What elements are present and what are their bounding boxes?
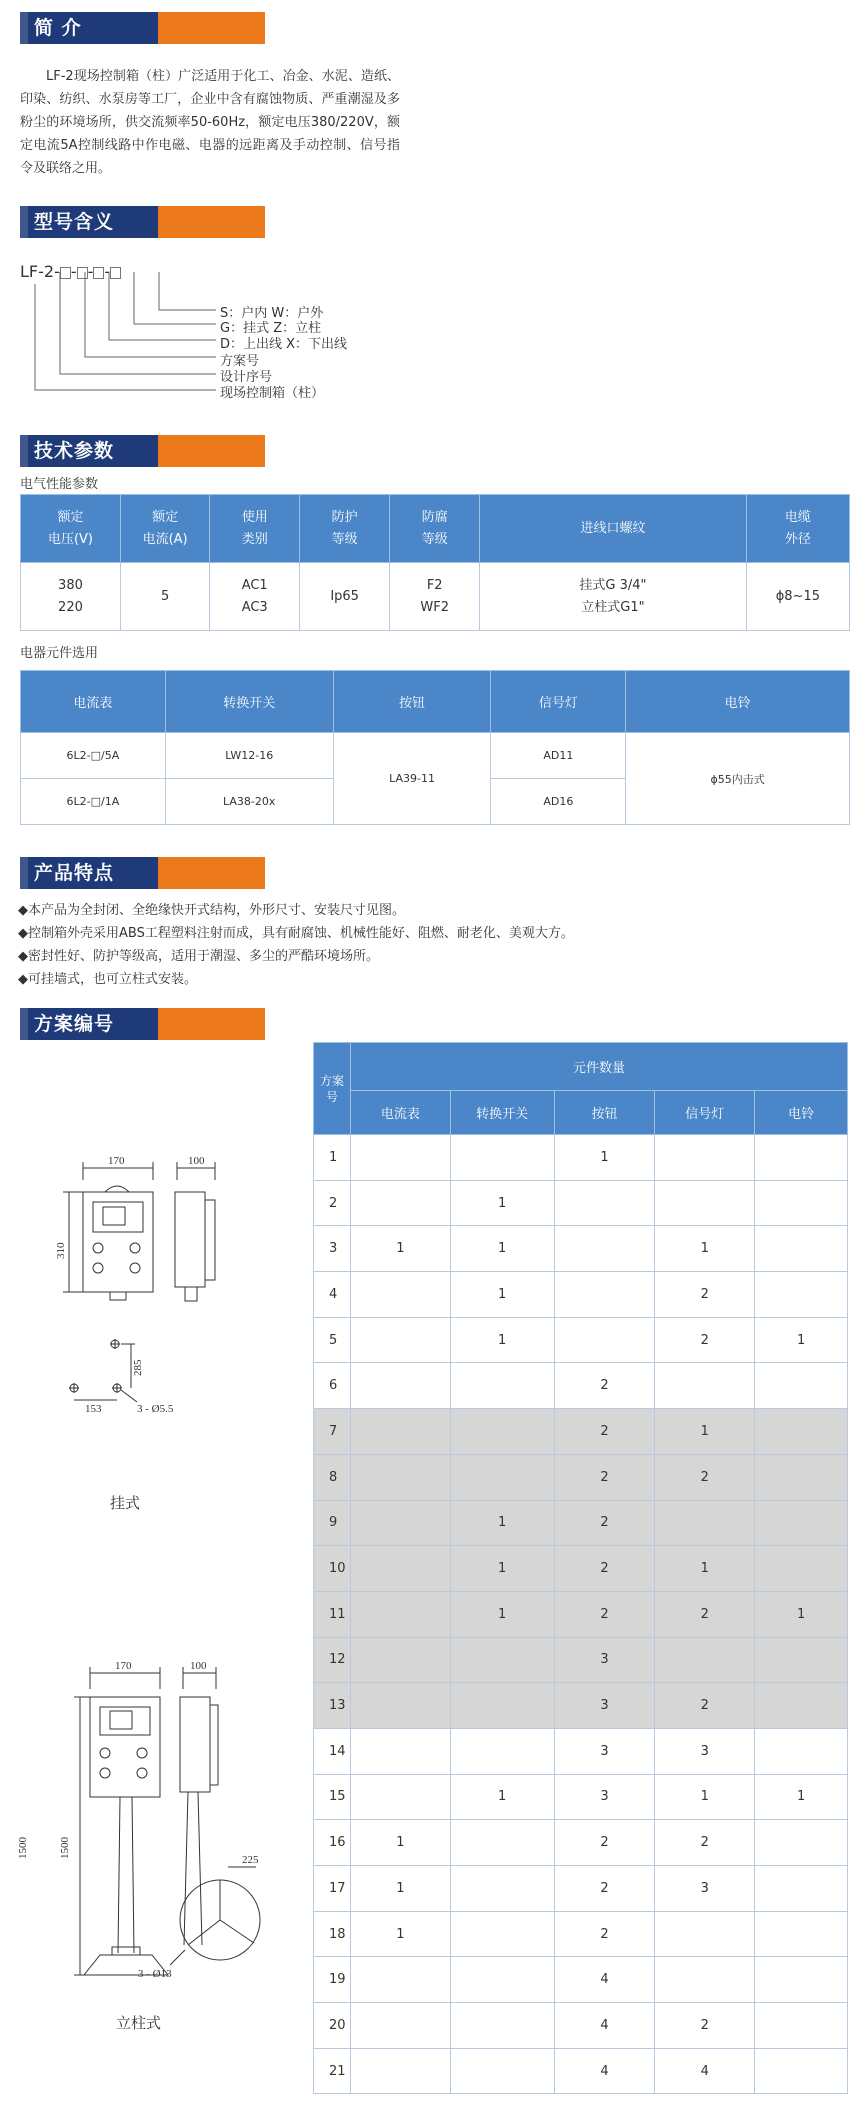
count-cell: 1: [450, 1272, 554, 1318]
count-cell: [450, 1728, 554, 1774]
plan-number-cell: 9: [314, 1500, 351, 1546]
cell-category: AC1 AC3: [210, 563, 300, 631]
count-cell: 4: [554, 1957, 655, 2003]
count-cell: [554, 1226, 655, 1272]
count-cell: [554, 1180, 655, 1226]
count-cell: 1: [350, 1820, 450, 1866]
count-cell: [450, 2003, 554, 2049]
count-cell: [450, 2048, 554, 2094]
intro-paragraph: LF-2现场控制箱（柱）广泛适用于化工、冶金、水泥、造纸、印染、纺织、水泵房等工厂，企业中含有腐蚀物质、严重潮湿及多粉尘的环境场所，供交流频率50-60Hz，额定电压380/220V，额定电流5A控制线路中作电磁、电器的远距离及手动控制、信号指令及联络之用。: [20, 69, 400, 176]
table-row: [314, 2048, 848, 2094]
count-cell: [755, 1546, 848, 1592]
header-button: 按钮: [554, 1091, 655, 1135]
count-cell: [350, 1500, 450, 1546]
count-cell: [755, 2003, 848, 2049]
plan-number-cell: 21: [314, 2048, 351, 2094]
header-bell: 电铃: [755, 1091, 848, 1135]
count-cell: 1: [350, 1866, 450, 1912]
header-switch: 转换开关: [165, 671, 333, 733]
count-cell: [350, 1637, 450, 1683]
count-cell: 1: [450, 1317, 554, 1363]
count-cell: 1: [655, 1409, 755, 1455]
table-row: [314, 1317, 848, 1363]
plan-number-cell: 1: [314, 1135, 351, 1181]
count-cell: [755, 1454, 848, 1500]
plan-number-cell: 11: [314, 1591, 351, 1637]
count-cell: [655, 1135, 755, 1181]
table-row: [314, 1774, 848, 1820]
count-cell: 1: [655, 1226, 755, 1272]
plan-number-cell: 6: [314, 1363, 351, 1409]
count-cell: 2: [554, 1820, 655, 1866]
count-cell: 1: [655, 1546, 755, 1592]
count-cell: [350, 1409, 450, 1455]
count-cell: 2: [554, 1363, 655, 1409]
wall-mount-caption: 挂式: [110, 1494, 141, 1512]
count-cell: 1: [450, 1500, 554, 1546]
table-row: [314, 1957, 848, 2003]
table-row: [314, 1728, 848, 1774]
count-cell: [450, 1409, 554, 1455]
electrical-subtitle: 电气性能参数: [20, 477, 99, 492]
count-cell: [755, 1409, 848, 1455]
count-cell: [350, 1454, 450, 1500]
header-lamp: 信号灯: [655, 1091, 755, 1135]
cell-switch: LA38-20x: [165, 779, 333, 825]
count-cell: 2: [554, 1546, 655, 1592]
count-cell: [450, 1363, 554, 1409]
table-row: [314, 1409, 848, 1455]
model-line-design: 设计序号: [220, 370, 273, 385]
count-cell: 3: [554, 1637, 655, 1683]
plan-number-cell: 10: [314, 1546, 351, 1592]
header-plan-no: 方案号: [314, 1043, 351, 1135]
count-cell: [655, 1911, 755, 1957]
table-row: [314, 1591, 848, 1637]
header-category: 使用 类别: [210, 495, 300, 563]
section-header-model: [20, 206, 265, 238]
count-cell: 1: [755, 1774, 848, 1820]
section-header-features: [20, 857, 265, 889]
count-cell: [350, 1135, 450, 1181]
count-cell: [350, 1272, 450, 1318]
count-cell: 2: [655, 1272, 755, 1318]
count-cell: 1: [450, 1180, 554, 1226]
count-cell: 1: [755, 1591, 848, 1637]
table-row: [314, 1363, 848, 1409]
count-cell: [755, 2048, 848, 2094]
dim-height-outer-label: 1500: [17, 1837, 29, 1859]
dim-height-label: 310: [55, 1242, 67, 1259]
count-cell: 2: [554, 1409, 655, 1455]
plan-number-cell: 16: [314, 1820, 351, 1866]
count-cell: [755, 1957, 848, 2003]
model-code: LF-2- - - -: [20, 262, 121, 281]
plan-number-cell: 12: [314, 1637, 351, 1683]
dim-radius-label: 225: [242, 1854, 259, 1866]
count-cell: 3: [554, 1683, 655, 1729]
count-cell: [655, 1500, 755, 1546]
count-cell: 1: [755, 1317, 848, 1363]
count-cell: [450, 1911, 554, 1957]
cell-protection: Ip65: [300, 563, 390, 631]
count-cell: [655, 1637, 755, 1683]
header-thread: 进线口螺纹: [480, 495, 746, 563]
dim-width-label: 170: [108, 1155, 125, 1167]
model-line-g: G：挂式 Z：立柱: [220, 321, 322, 336]
count-cell: [350, 1728, 450, 1774]
count-cell: [350, 1180, 450, 1226]
count-cell: 2: [554, 1866, 655, 1912]
count-cell: 3: [554, 1728, 655, 1774]
cell-lamp: AD16: [491, 779, 626, 825]
plan-number-cell: 20: [314, 2003, 351, 2049]
table-row: [314, 1180, 848, 1226]
feature-list: [18, 899, 574, 991]
model-code-diagram: [20, 262, 420, 412]
count-cell: [350, 2048, 450, 2094]
wall-mount-drawing: [55, 1150, 275, 1460]
header-protection: 防护 等级: [300, 495, 390, 563]
count-cell: [350, 1546, 450, 1592]
plan-number-cell: 3: [314, 1226, 351, 1272]
plan-number-cell: 15: [314, 1774, 351, 1820]
electrical-table: [20, 494, 850, 631]
count-cell: [755, 1180, 848, 1226]
count-cell: 2: [655, 1683, 755, 1729]
header-cable: 电缆 外径: [746, 495, 849, 563]
count-cell: [450, 1637, 554, 1683]
count-cell: [350, 1957, 450, 2003]
header-bell: 电铃: [626, 671, 850, 733]
dim-height-label: 1500: [59, 1837, 71, 1859]
count-cell: 2: [655, 1591, 755, 1637]
count-cell: [755, 1683, 848, 1729]
dim-holes-label: 3 - Ø5.5: [137, 1403, 174, 1415]
dim-depth-label: 100: [188, 1155, 205, 1167]
plan-number-cell: 2: [314, 1180, 351, 1226]
table-row: [314, 1820, 848, 1866]
table-row: [314, 1226, 848, 1272]
cell-current: 5: [120, 563, 209, 631]
count-cell: [655, 1957, 755, 2003]
count-cell: [350, 1591, 450, 1637]
count-cell: [755, 1363, 848, 1409]
count-cell: [350, 1774, 450, 1820]
cell-anticorrosion: F2 WF2: [390, 563, 480, 631]
header-current: 额定 电流(A): [120, 495, 209, 563]
dim-depth-label: 100: [190, 1660, 207, 1672]
section-header-tech: [20, 435, 265, 467]
count-cell: 1: [554, 1135, 655, 1181]
dim-width-label: 170: [115, 1660, 132, 1672]
plan-number-cell: 7: [314, 1409, 351, 1455]
count-cell: [350, 1683, 450, 1729]
plan-number-cell: 4: [314, 1272, 351, 1318]
count-cell: [755, 1500, 848, 1546]
feature-item: ◆本产品为全封闭、全绝缘快开式结构，外形尺寸、安装尺寸见图。: [18, 903, 405, 918]
header-anticorrosion: 防腐 等级: [390, 495, 480, 563]
dim-vertical-label: 285: [132, 1359, 144, 1376]
count-cell: 2: [554, 1454, 655, 1500]
table-row: [314, 1272, 848, 1318]
dim-holes-label: 3 - Ø13: [138, 1968, 172, 1980]
plan-number-cell: 17: [314, 1866, 351, 1912]
plan-number-cell: 14: [314, 1728, 351, 1774]
header-voltage: 额定 电压(V): [21, 495, 121, 563]
count-cell: [350, 1363, 450, 1409]
count-cell: 1: [450, 1226, 554, 1272]
plan-table-body: [314, 1135, 848, 2094]
count-cell: 4: [655, 2048, 755, 2094]
section-title: 方案编号: [34, 1013, 115, 1035]
table-row: [314, 1866, 848, 1912]
model-line-product: 现场控制箱（柱）: [220, 386, 325, 401]
cell-lamp: AD11: [491, 733, 626, 779]
cell-ammeter: 6L2-□/5A: [21, 733, 166, 779]
count-cell: [755, 1226, 848, 1272]
plan-number-cell: 13: [314, 1683, 351, 1729]
table-row: [314, 1135, 848, 1181]
count-cell: 2: [655, 1317, 755, 1363]
count-cell: [350, 1317, 450, 1363]
count-cell: 2: [655, 1820, 755, 1866]
model-line-s: S：户内 W：户外: [220, 306, 324, 321]
feature-item: ◆密封性好、防护等级高，适用于潮湿、多尘的严酷环境场所。: [18, 949, 379, 964]
count-cell: [450, 1866, 554, 1912]
model-line-d: D：上出线 X：下出线: [220, 337, 348, 352]
count-cell: [350, 2003, 450, 2049]
count-cell: 1: [350, 1226, 450, 1272]
table-row: [314, 1637, 848, 1683]
table-row: [314, 1500, 848, 1546]
count-cell: [755, 1272, 848, 1318]
section-title: 简 介: [34, 17, 82, 39]
count-cell: 2: [554, 1911, 655, 1957]
table-row: [314, 1911, 848, 1957]
plan-number-cell: 8: [314, 1454, 351, 1500]
count-cell: [755, 1637, 848, 1683]
count-cell: [655, 1180, 755, 1226]
header-component-count: 元件数量: [350, 1043, 847, 1091]
cell-thread: 挂式G 3/4" 立柱式G1": [480, 563, 746, 631]
plan-number-cell: 18: [314, 1911, 351, 1957]
count-cell: [655, 1363, 755, 1409]
section-title: 技术参数: [34, 440, 115, 462]
count-cell: 4: [554, 2003, 655, 2049]
table-row: [314, 1683, 848, 1729]
count-cell: [755, 1911, 848, 1957]
count-cell: 1: [655, 1774, 755, 1820]
header-ammeter: 电流表: [21, 671, 166, 733]
cell-button: LA39-11: [333, 733, 491, 825]
table-row: [314, 1546, 848, 1592]
count-cell: [755, 1820, 848, 1866]
count-cell: [755, 1866, 848, 1912]
count-cell: [554, 1317, 655, 1363]
section-title: 产品特点: [34, 862, 115, 884]
count-cell: 2: [554, 1500, 655, 1546]
count-cell: [755, 1135, 848, 1181]
section-header-intro: [20, 12, 265, 44]
count-cell: 1: [350, 1911, 450, 1957]
column-mount-drawing: [17, 1655, 280, 1985]
count-cell: 1: [450, 1774, 554, 1820]
feature-item: ◆控制箱外壳采用ABS工程塑料注射而成，具有耐腐蚀、机械性能好、阻燃、耐老化、美观大方。: [18, 926, 574, 941]
count-cell: [450, 1135, 554, 1181]
components-table: [20, 670, 850, 825]
cell-switch: LW12-16: [165, 733, 333, 779]
components-subtitle: 电器元件选用: [20, 646, 99, 661]
count-cell: [755, 1728, 848, 1774]
count-cell: 2: [655, 2003, 755, 2049]
table-row: [314, 1454, 848, 1500]
plan-number-cell: 19: [314, 1957, 351, 2003]
feature-item: ◆可挂墙式，也可立柱式安装。: [18, 972, 197, 987]
header-button: 按钮: [333, 671, 491, 733]
cell-ammeter: 6L2-□/1A: [21, 779, 166, 825]
count-cell: [554, 1272, 655, 1318]
count-cell: [450, 1957, 554, 2003]
count-cell: 2: [554, 1591, 655, 1637]
count-cell: 2: [655, 1454, 755, 1500]
count-cell: [450, 1683, 554, 1729]
count-cell: 1: [450, 1591, 554, 1637]
count-cell: 3: [655, 1866, 755, 1912]
cell-voltage: 380 220: [21, 563, 121, 631]
count-cell: 3: [655, 1728, 755, 1774]
header-ammeter: 电流表: [350, 1091, 450, 1135]
model-line-plan: 方案号: [220, 354, 260, 369]
plan-table: [313, 1042, 848, 2094]
header-switch: 转换开关: [450, 1091, 554, 1135]
column-mount-caption: 立柱式: [116, 2014, 162, 2032]
cell-bell: ϕ55内击式: [626, 733, 850, 825]
count-cell: 1: [450, 1546, 554, 1592]
table-row: [314, 2003, 848, 2049]
header-lamp: 信号灯: [491, 671, 626, 733]
count-cell: 4: [554, 2048, 655, 2094]
plan-number-cell: 5: [314, 1317, 351, 1363]
dim-horizontal-label: 153: [85, 1403, 102, 1415]
section-header-plans: [20, 1008, 265, 1040]
section-title: 型号含义: [34, 211, 115, 233]
count-cell: [450, 1454, 554, 1500]
count-cell: 3: [554, 1774, 655, 1820]
count-cell: [450, 1820, 554, 1866]
cell-cable: ϕ8~15: [746, 563, 849, 631]
